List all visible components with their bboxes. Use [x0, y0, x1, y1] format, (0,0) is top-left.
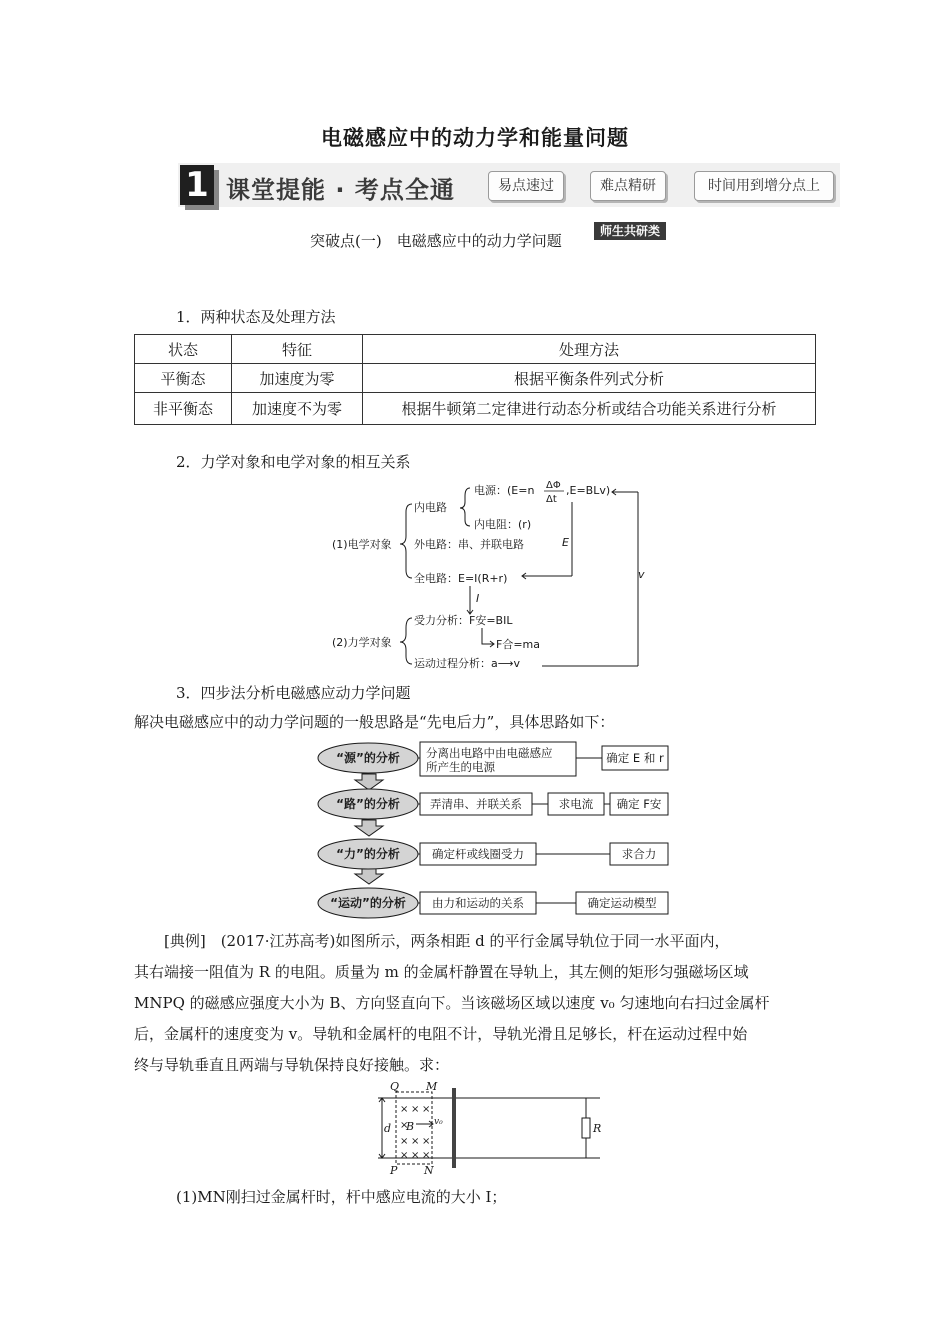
table-header: 特征 [232, 335, 363, 364]
step-motion-text: 由力和运动的关系 [432, 896, 524, 910]
table-cell: 根据牛顿第二定律进行动态分析或结合功能关系进行分析 [363, 393, 816, 425]
field-cross: × [411, 1104, 420, 1115]
step-source-result-text: 确定 E 和 r [606, 751, 664, 765]
point-m-label: M [426, 1080, 438, 1093]
down-arrow [355, 868, 383, 884]
step-motion-label: “运动”的分析 [330, 896, 406, 910]
source-label: 电源：(E=n [474, 484, 535, 497]
example-line: [典例] (2017·江苏高考)如图所示，两条相距 d 的平行金属导轨位于同一水平面内， [164, 932, 730, 950]
full-circuit-label: 全电路：E=I(R+r) [414, 572, 508, 585]
outer-circuit-label: 外电路：串、并联电路 [414, 538, 524, 551]
step-circuit-text: 弄清串、并联关系 [430, 797, 522, 811]
force-analysis-label: 受力分析：F安=BIL [414, 614, 513, 627]
step-circuit-label: “路”的分析 [336, 797, 400, 811]
four-step-flowchart [312, 738, 674, 922]
field-cross: × [422, 1150, 431, 1161]
point-q-label: Q [390, 1080, 400, 1093]
field-cross: × [411, 1136, 420, 1147]
motion-analysis-label: 运动过程分析：a⟶v [414, 657, 521, 670]
down-arrow [355, 774, 383, 790]
field-b-label: B [406, 1120, 415, 1133]
step-circuit-result-text: 确定 F安 [616, 797, 662, 811]
step-force-label: “力”的分析 [336, 847, 400, 861]
inner-circuit-label: 内电路 [414, 501, 447, 514]
table-cell: 非平衡态 [135, 393, 232, 425]
resistor [582, 1118, 590, 1138]
table-cell: 根据平衡条件列式分析 [363, 364, 816, 393]
net-force-label: F合=ma [496, 638, 540, 651]
step-motion-result-text: 确定运动模型 [587, 896, 657, 910]
step-force-result-text: 求合力 [621, 847, 657, 861]
table-cell: 加速度不为零 [232, 393, 363, 425]
flux-denominator: Δt [546, 494, 557, 505]
table-row [135, 364, 816, 393]
states-table [134, 334, 816, 425]
banner-number: 1 [180, 165, 214, 205]
inner-brace [460, 488, 470, 526]
velocity-v-label: v [638, 568, 645, 581]
flow-connectors [418, 758, 610, 903]
hard-points-button[interactable]: 难点精研 [590, 171, 666, 201]
point-n-label: N [424, 1164, 434, 1176]
example-line: 其右端接一阻值为 R 的电阻。质量为 m 的金属杆静置在导轨上，其左侧的矩形匀强磁场区域 [134, 963, 749, 981]
step-circuit-mid-text: 求电流 [558, 797, 594, 811]
resistance-r-label: R [593, 1122, 602, 1135]
page-title: 电磁感应中的动力学和能量问题 [321, 126, 629, 150]
example-line: 终与导轨垂直且两端与导轨保持良好接触。求： [134, 1056, 450, 1074]
flux-numerator: ΔΦ [546, 480, 561, 491]
rail-figure [372, 1080, 612, 1176]
field-cross: × [400, 1136, 409, 1147]
down-arrow [355, 820, 383, 836]
table-cell: 平衡态 [135, 364, 232, 393]
field-cross: × [411, 1150, 420, 1161]
metal-rod [452, 1088, 456, 1168]
point-p-label: P [390, 1164, 398, 1176]
step-source-text-line2: 所产生的电源 [426, 760, 495, 774]
relation-diagram [320, 478, 660, 674]
example-line: MNPQ 的磁感应强度大小为 B、方向竖直向下。当该磁场区域以速度 v₀ 匀速地向右扫过金属杆 [134, 994, 770, 1012]
field-cross: × [422, 1136, 431, 1147]
elec-brace [400, 504, 412, 578]
current-i-label: I [476, 592, 480, 605]
section3-intro: 解决电磁感应中的动力学问题的一般思路是“先电后力”，具体思路如下： [134, 713, 615, 731]
field-cross: × [400, 1104, 409, 1115]
mech-object-label: (2)力学对象 [332, 636, 392, 649]
section1-heading: 1．两种状态及处理方法 [176, 308, 336, 326]
velocity-v0-label: v₀ [434, 1117, 443, 1127]
section3-heading: 3．四步法分析电磁感应动力学问题 [176, 684, 411, 702]
step-force-text: 确定杆或线圈受力 [432, 847, 524, 861]
inner-resistance-label: 内电阻：(r) [474, 518, 532, 531]
table-header: 状态 [135, 335, 232, 364]
net-force-connector [482, 628, 494, 644]
example-line: 后，金属杆的速度变为 v。导轨和金属杆的电阻不计，导轨光滑且足够长，杆在运动过程中始 [134, 1025, 748, 1043]
source-emf-label: ,E=BLv) [566, 484, 611, 497]
field-cross: × [400, 1150, 409, 1161]
step-source-label: “源”的分析 [336, 751, 400, 765]
breakpoint-badge: 师生共研类 [594, 222, 666, 240]
banner-heading: 课堂提能 · 考点全通 [226, 176, 455, 204]
question-1: (1)MN刚扫过金属杆时，杆中感应电流的大小 I； [176, 1188, 507, 1206]
emf-e-label: E [562, 536, 569, 549]
table-header: 处理方法 [363, 335, 816, 364]
table-row [135, 335, 816, 364]
table-cell: 加速度为零 [232, 364, 363, 393]
breakpoint-heading: 突破点(一) 电磁感应中的动力学问题 [310, 232, 562, 250]
field-cross: × [422, 1104, 431, 1115]
distance-d-label: d [384, 1122, 392, 1135]
easy-points-button[interactable]: 易点速过 [488, 171, 564, 201]
section2-heading: 2．力学对象和电学对象的相互关系 [176, 453, 411, 471]
elec-object-label: (1)电学对象 [332, 538, 392, 551]
score-points-button[interactable]: 时间用到增分点上 [694, 171, 834, 201]
example-paragraph [134, 926, 834, 1081]
field-cross: × [400, 1120, 409, 1131]
table-row [135, 393, 816, 425]
step-source-text-line1: 分离出电路中由电磁感应 [426, 746, 553, 760]
mech-brace [400, 618, 412, 664]
